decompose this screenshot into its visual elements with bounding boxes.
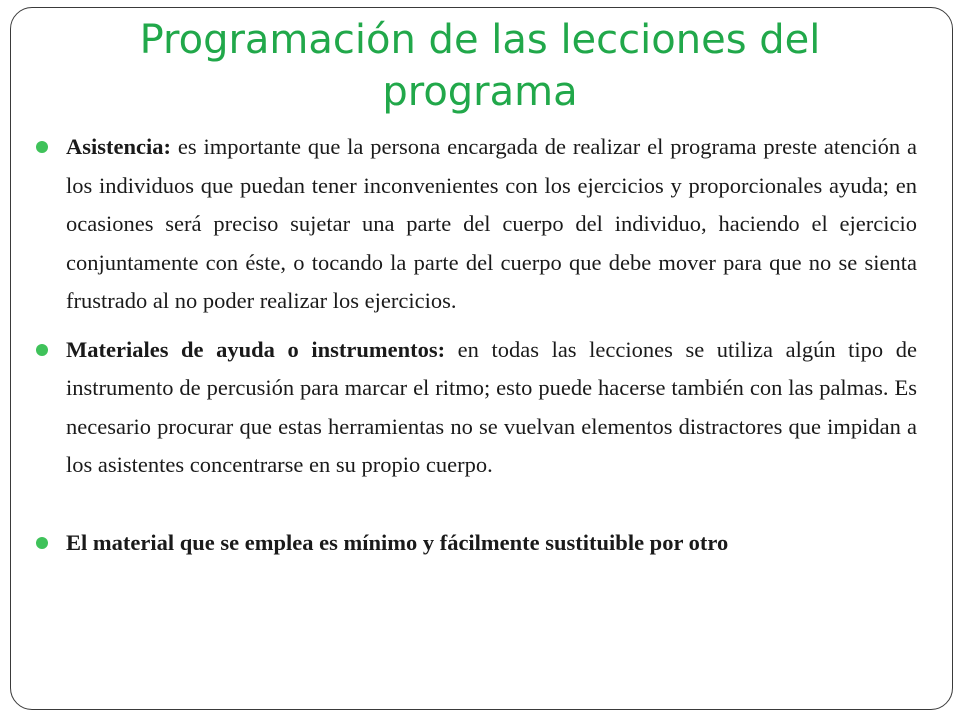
bullet-dot-icon [36, 344, 48, 356]
bullet-text: es importante que la persona encargada de realizar el programa preste atención a los individuos que puedan tener inconvenientes con los ejercicios y proporcionales ayuda; en ocasiones será preciso sujetar una parte del cuerpo del individuo, haciendo el ejercicio conjuntamente con éste, o tocando la parte del cuerpo que debe mover para que no se sienta frustrado al no poder realizar los ejercicios. [66, 134, 917, 313]
bullet-list [36, 128, 917, 562]
bullet-materiales [36, 331, 917, 485]
bullet-dot-icon [36, 141, 48, 153]
bullet-text: en todas las lecciones se utiliza algún tipo de instrumento de percusión para marcar el ritmo; esto puede hacerse también con las palmas. Es necesario procurar que estas herramientas no se vuelvan elementos distractores que impidan a los asistentes concentrarse en su propio cuerpo. [66, 336, 917, 477]
bullet-material-minimo [36, 524, 917, 563]
bullet-label: Asistencia: [66, 134, 171, 159]
bullet-dot-icon [36, 537, 48, 549]
bullet-text: El material que se emplea es mínimo y fácilmente sustituible por otro [66, 529, 729, 555]
bullet-label: Materiales de ayuda o instrumentos: [66, 336, 446, 362]
bullet-asistencia [36, 128, 917, 321]
slide-title: Programación de las lecciones del programa [139, 17, 821, 115]
